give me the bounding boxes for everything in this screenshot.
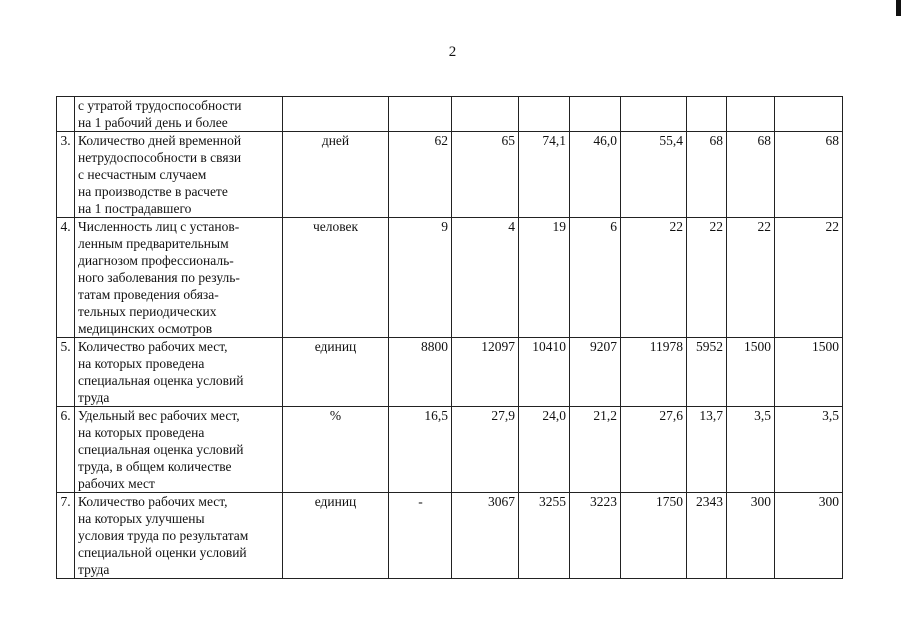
indicator-name-line: Количество дней временной [78, 133, 242, 148]
value-cell: 27,6 [621, 407, 687, 493]
row-number: 4. [57, 218, 75, 338]
value-cell: 16,5 [389, 407, 452, 493]
value-cell: 68 [727, 132, 775, 218]
indicator-name-line: Количество рабочих мест, [78, 494, 228, 509]
indicator-name [75, 338, 283, 407]
page-number: 2 [448, 44, 457, 60]
value-cell: 3255 [519, 493, 570, 579]
value-cell: 21,2 [570, 407, 621, 493]
value-cell: 46,0 [570, 132, 621, 218]
indicator-name-line: на которых проведена [78, 425, 205, 440]
unit-cell: единиц [283, 493, 389, 579]
indicator-name-line: на 1 рабочий день и более [78, 115, 228, 130]
value-cell: 55,4 [621, 132, 687, 218]
value-cell: 22 [727, 218, 775, 338]
table-row [57, 407, 843, 493]
value-cell: 8800 [389, 338, 452, 407]
value-cell [452, 97, 519, 132]
value-cell: 6 [570, 218, 621, 338]
unit-cell: % [283, 407, 389, 493]
indicator-name-line: на производстве в расчете [78, 184, 228, 199]
value-cell: 62 [389, 132, 452, 218]
value-cell: 1500 [727, 338, 775, 407]
value-cell: 24,0 [519, 407, 570, 493]
indicator-name-line: татам проведения обяза- [78, 287, 219, 302]
indicator-name-line: с утратой трудоспособности [78, 98, 242, 113]
value-cell [775, 97, 843, 132]
indicator-name-line: ленным предварительным [78, 236, 229, 251]
value-cell [621, 97, 687, 132]
value-cell: 12097 [452, 338, 519, 407]
indicators-table [56, 96, 843, 579]
indicator-name [75, 132, 283, 218]
value-cell: 19 [519, 218, 570, 338]
value-cell: 68 [687, 132, 727, 218]
row-number: 6. [57, 407, 75, 493]
table-row [57, 493, 843, 579]
value-cell: 1500 [775, 338, 843, 407]
indicator-name-line: Количество рабочих мест, [78, 339, 228, 354]
table-row [57, 97, 843, 132]
indicator-name [75, 218, 283, 338]
value-cell: 300 [775, 493, 843, 579]
value-cell [687, 97, 727, 132]
value-cell: 68 [775, 132, 843, 218]
value-cell: 27,9 [452, 407, 519, 493]
indicator-name-line: Численность лиц с установ- [78, 219, 240, 234]
indicator-name-line: специальная оценка условий [78, 373, 244, 388]
value-cell: - [389, 493, 452, 579]
indicator-name-line: рабочих мест [78, 476, 155, 491]
indicator-name [75, 407, 283, 493]
unit-cell: дней [283, 132, 389, 218]
value-cell: 22 [775, 218, 843, 338]
value-cell: 2343 [687, 493, 727, 579]
table-row [57, 218, 843, 338]
table-row [57, 132, 843, 218]
value-cell: 5952 [687, 338, 727, 407]
indicator-name-line: на которых улучшены [78, 511, 205, 526]
unit-cell: человек [283, 218, 389, 338]
indicator-name-line: тельных периодических [78, 304, 217, 319]
row-number: 3. [57, 132, 75, 218]
value-cell: 74,1 [519, 132, 570, 218]
value-cell: 22 [687, 218, 727, 338]
row-number: 7. [57, 493, 75, 579]
indicator-name-line: на 1 пострадавшего [78, 201, 192, 216]
value-cell: 22 [621, 218, 687, 338]
value-cell: 3,5 [775, 407, 843, 493]
indicator-name [75, 97, 283, 132]
unit-cell: единиц [283, 338, 389, 407]
value-cell: 9207 [570, 338, 621, 407]
indicator-name [75, 493, 283, 579]
value-cell: 11978 [621, 338, 687, 407]
value-cell: 3,5 [727, 407, 775, 493]
value-cell [519, 97, 570, 132]
indicator-name-line: специальной оценки условий [78, 545, 247, 560]
value-cell: 13,7 [687, 407, 727, 493]
value-cell: 3223 [570, 493, 621, 579]
indicator-name-line: условия труда по результатам [78, 528, 249, 543]
row-number [57, 97, 75, 132]
indicator-name-line: с несчастным случаем [78, 167, 207, 182]
indicator-name-line: Удельный вес рабочих мест, [78, 408, 240, 423]
indicator-name-line: медицинских осмотров [78, 321, 213, 336]
value-cell: 9 [389, 218, 452, 338]
row-number: 5. [57, 338, 75, 407]
indicator-name-line: ного заболевания по резуль- [78, 270, 240, 285]
indicator-name-line: специальная оценка условий [78, 442, 244, 457]
indicator-name-line: на которых проведена [78, 356, 205, 371]
unit-cell [283, 97, 389, 132]
scan-edge-mark [896, 0, 901, 16]
indicator-name-line: труда [78, 390, 110, 405]
value-cell [570, 97, 621, 132]
value-cell: 300 [727, 493, 775, 579]
value-cell: 65 [452, 132, 519, 218]
indicator-name-line: нетрудоспособности в связи [78, 150, 242, 165]
value-cell [389, 97, 452, 132]
indicator-name-line: труда, в общем количестве [78, 459, 232, 474]
value-cell: 1750 [621, 493, 687, 579]
table-row [57, 338, 843, 407]
value-cell: 10410 [519, 338, 570, 407]
indicator-name-line: диагнозом профессиональ- [78, 253, 234, 268]
value-cell: 4 [452, 218, 519, 338]
value-cell: 3067 [452, 493, 519, 579]
indicator-name-line: труда [78, 562, 110, 577]
value-cell [727, 97, 775, 132]
